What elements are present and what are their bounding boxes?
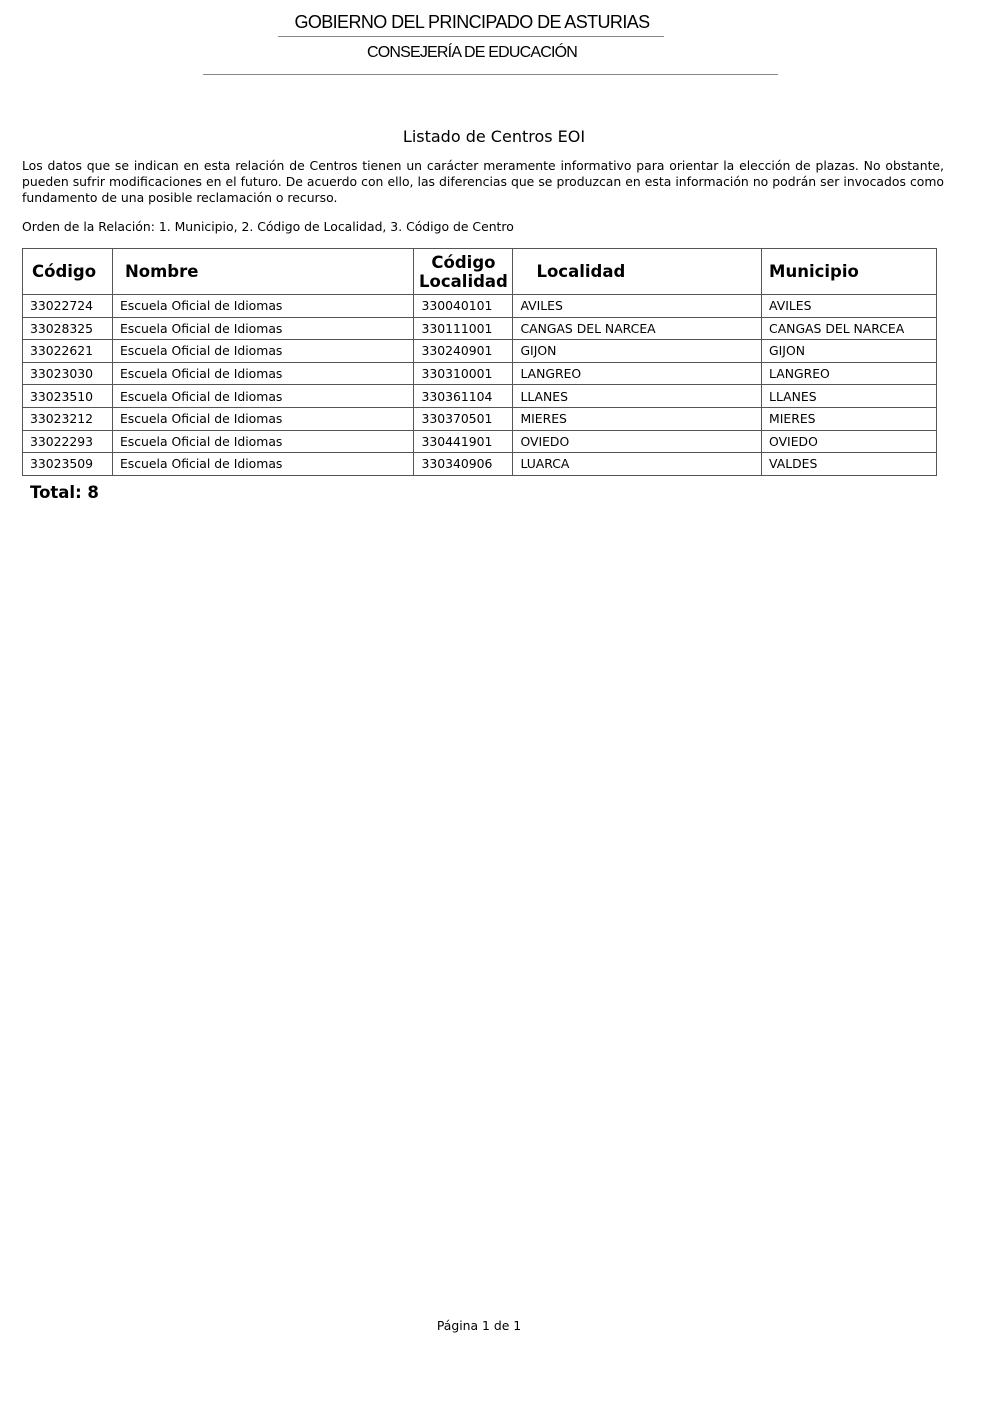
table-cell: Escuela Oficial de Idiomas — [112, 453, 414, 476]
table-row — [23, 430, 937, 453]
table-cell: OVIEDO — [762, 430, 937, 453]
table-cell: LUARCA — [513, 453, 762, 476]
table-row — [23, 317, 937, 340]
column-header: Municipio — [762, 249, 937, 295]
table-cell: 330310001 — [414, 362, 513, 385]
page-number: Página 1 de 1 — [436, 1318, 522, 1333]
table-cell: 330340906 — [414, 453, 513, 476]
table-cell: Escuela Oficial de Idiomas — [112, 340, 414, 363]
table-cell: Escuela Oficial de Idiomas — [112, 430, 414, 453]
table-cell: 33023510 — [23, 385, 113, 408]
table-cell: GIJON — [762, 340, 937, 363]
table-cell: 330361104 — [414, 385, 513, 408]
column-header: Código — [23, 249, 113, 295]
page-title: Listado de Centros EOI — [402, 127, 586, 146]
department-heading: CONSEJERÍA DE EDUCACIÓN — [366, 44, 578, 61]
sort-order-note: Orden de la Relación: 1. Municipio, 2. Código de Localidad, 3. Código de Centro — [22, 219, 514, 234]
table-cell: Escuela Oficial de Idiomas — [112, 317, 414, 340]
table-cell: LANGREO — [513, 362, 762, 385]
table-cell: 33023030 — [23, 362, 113, 385]
table-cell: VALDES — [762, 453, 937, 476]
header-divider — [278, 36, 664, 37]
table-cell: 330040101 — [414, 295, 513, 318]
table-cell: MIERES — [762, 407, 937, 430]
table-cell: LANGREO — [762, 362, 937, 385]
table-cell: 33022621 — [23, 340, 113, 363]
table-row — [23, 407, 937, 430]
table-cell: LLANES — [513, 385, 762, 408]
table-cell: Escuela Oficial de Idiomas — [112, 295, 414, 318]
government-heading: GOBIERNO DEL PRINCIPADO DE ASTURIAS — [294, 12, 650, 32]
column-header: Código Localidad — [414, 249, 513, 295]
table-cell: CANGAS DEL NARCEA — [762, 317, 937, 340]
table-cell: Escuela Oficial de Idiomas — [112, 407, 414, 430]
table-cell: 330441901 — [414, 430, 513, 453]
intro-paragraph: Los datos que se indican en esta relación de Centros tienen un carácter meramente informativo para orientar la elección de plazas. No obstante, pueden sufrir modificaciones en el futuro. De acuerdo con ello, las diferencias que se produzcan en esta información no podrán ser invocados como fundamento de una posible reclamación o recurso. — [22, 158, 944, 205]
table-cell: AVILES — [762, 295, 937, 318]
centers-table — [22, 248, 937, 476]
table-row — [23, 295, 937, 318]
table-cell: 330240901 — [414, 340, 513, 363]
table-cell: 330370501 — [414, 407, 513, 430]
table-cell: 33022724 — [23, 295, 113, 318]
column-header: Localidad — [513, 249, 762, 295]
table-cell: GIJON — [513, 340, 762, 363]
table-cell: 33028325 — [23, 317, 113, 340]
table-cell: Escuela Oficial de Idiomas — [112, 362, 414, 385]
table-row — [23, 385, 937, 408]
column-header: Nombre — [112, 249, 414, 295]
table-cell: 33022293 — [23, 430, 113, 453]
total-count: Total: 8 — [30, 483, 99, 502]
table-cell: 330111001 — [414, 317, 513, 340]
table-cell: Escuela Oficial de Idiomas — [112, 385, 414, 408]
table-row — [23, 362, 937, 385]
table-row — [23, 340, 937, 363]
table-cell: LLANES — [762, 385, 937, 408]
table-row — [23, 453, 937, 476]
table-cell: AVILES — [513, 295, 762, 318]
table-cell: CANGAS DEL NARCEA — [513, 317, 762, 340]
header-divider — [203, 74, 778, 75]
table-cell: 33023509 — [23, 453, 113, 476]
table-cell: OVIEDO — [513, 430, 762, 453]
table-cell: 33023212 — [23, 407, 113, 430]
table-cell: MIERES — [513, 407, 762, 430]
